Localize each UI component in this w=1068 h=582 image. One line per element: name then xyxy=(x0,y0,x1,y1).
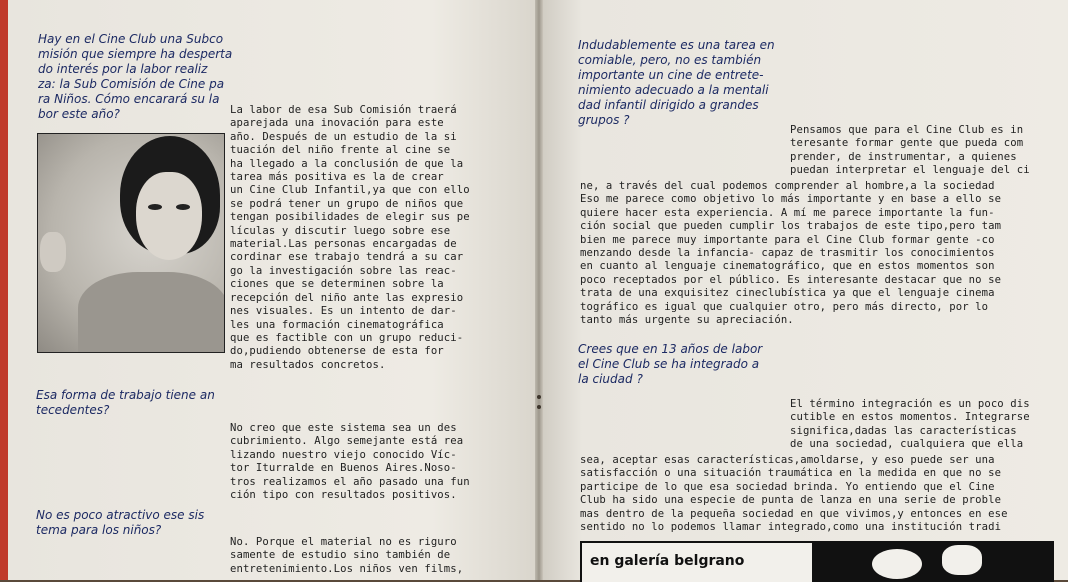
question-atractivo: No es poco atractivo ese sis tema para los niños? xyxy=(36,508,205,537)
answer-subcomision: La labor de esa Sub Comisión traerá aparejada una inovación para este año. Después de un estudio de la si tuación del niño frente al cine se ha llegado a la conclusión de que la tarea más positiva es la de crear un Cine Club Infantil,ya que con ello se podrá tener un grupo de niños que tengan posibilidades de elegir sus pe lículas y discutir luego sobre ese material.Las personas encargadas de cordinar ese trabajo tendrá a su car go la investigación sobre las reac- ciones que se determinen sobre la recepción del niño ante las expresio nes visuales. Es un intento de dar- les una formación cinematográfica que es factible con un grupo reduci- do,pudiendo obtenerse de esta for ma resultados concretos. xyxy=(230,104,470,371)
answer-entretenimiento-part2: ne, a través del cual podemos comprender al hombre,a la sociedad Eso me parece como objetivo lo más importante y en base a ello se quiere hacer esta experiencia. A mí me parece importante la fun- ción social que pueden cumplir los trabajos de este tipo,pero tam bien me parece muy importante para el Cine Club formar gente -co menzando desde la infancia- capaz de trasmitir los conocimientos en cuanto al lenguaje cinematográfico, que en estos momentos son poco receptados por el público. Es interesante destacar que no se trata de una exquisitez cineclubística ya que el lenguaje cinema tográfico es igual que cualquier otro, pero más directo, por lo tanto más urgente su apreciación. xyxy=(580,180,1002,327)
red-cover-edge xyxy=(0,0,8,580)
advertisement-image xyxy=(812,543,1052,582)
advertisement-box xyxy=(580,541,1054,582)
advertisement-title: en galería belgrano xyxy=(590,553,745,569)
question-antecedentes: Esa forma de trabajo tiene an tecedentes? xyxy=(36,388,215,417)
book-gutter xyxy=(535,0,543,580)
question-integracion: Crees que en 13 años de labor el Cine Club se ha integrado a la ciudad ? xyxy=(578,342,763,386)
question-subcomision: Hay en el Cine Club una Subco misión que siempre ha desperta do interés por la labor realiz za: la Sub Comisión de Cine pa ra Niños. Cómo encarará su la bor este año? xyxy=(38,32,233,121)
answer-entretenimiento-part1: Pensamos que para el Cine Club es in teresante formar gente que pueda com prender, de instrumentar, a quienes puedan interpretar el lenguaje del ci xyxy=(790,124,1030,177)
answer-antecedentes: No creo que este sistema sea un des cubrimiento. Algo semejante está rea lizando nuestro viejo conocido Víc- tor Iturralde en Buenos Aires.Noso- tros realizamos el año pasado una fun ción tipo con resultados positivos. xyxy=(230,422,470,502)
answer-integracion-part2: sea, aceptar esas características,amoldarse, y eso puede ser una satisfacción o una situación traumática en la medida en que no se participe de lo que esa sociedad brinda. Yo entiendo que el Cine Club ha sido una especie de punta de lanza en una serie de proble mas dentro de la pequeña sociedad en que vivimos,y entonces en ese sentido no lo podemos llamar integrado,como una institución tradi xyxy=(580,454,1008,534)
question-entretenimiento: Indudablemente es una tarea en comiable, pero, no es también importante un cine de entrete- nimiento adecuado a la mentali dad infantil dirigido a grandes grupos ? xyxy=(578,38,775,127)
answer-atractivo: No. Porque el material no es riguro samente de estudio sino también de entretenimiento.Los niños ven films, xyxy=(230,536,464,575)
answer-integracion-part1: El término integración es un poco dis cutible en estos momentos. Integrarse significa,dadas las características de una sociedad, cualquiera que ella xyxy=(790,398,1030,451)
portrait-photo xyxy=(37,133,225,353)
